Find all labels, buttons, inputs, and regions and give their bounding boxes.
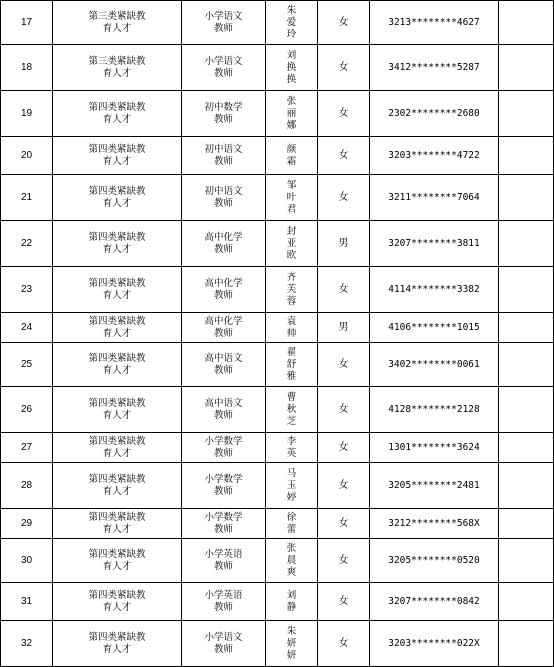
position-cell: 高中语文 教师 xyxy=(182,387,266,433)
remark-cell xyxy=(499,1,554,45)
remark-cell xyxy=(499,91,554,137)
id-number-cell: 3207********0842 xyxy=(370,583,499,621)
row-number: 24 xyxy=(1,313,53,343)
row-number: 28 xyxy=(1,463,53,509)
position-cell: 小学数学 教师 xyxy=(182,463,266,509)
row-number: 17 xyxy=(1,1,53,45)
position-cell: 高中化学 教师 xyxy=(182,313,266,343)
position-cell: 初中数学 教师 xyxy=(182,91,266,137)
table-row xyxy=(1,1,554,45)
remark-cell xyxy=(499,343,554,387)
name-cell: 张 晨 爽 xyxy=(266,539,318,583)
position-cell: 初中语文 教师 xyxy=(182,137,266,175)
remark-cell xyxy=(499,387,554,433)
position-cell: 小学英语 教师 xyxy=(182,583,266,621)
category-cell: 第四类紧缺教 育人才 xyxy=(53,175,182,221)
gender-cell: 女 xyxy=(318,583,370,621)
row-number: 32 xyxy=(1,621,53,667)
name-cell: 朱 妍 妍 xyxy=(266,621,318,667)
id-number-cell: 3211********7064 xyxy=(370,175,499,221)
remark-cell xyxy=(499,621,554,667)
name-cell: 曹 秋 芝 xyxy=(266,387,318,433)
row-number: 27 xyxy=(1,433,53,463)
table-row xyxy=(1,221,554,267)
gender-cell: 女 xyxy=(318,137,370,175)
remark-cell xyxy=(499,463,554,509)
table-row xyxy=(1,583,554,621)
id-number-cell: 3205********0520 xyxy=(370,539,499,583)
remark-cell xyxy=(499,45,554,91)
name-cell: 齐 芙 蓉 xyxy=(266,267,318,313)
name-cell: 封 亚 欧 xyxy=(266,221,318,267)
category-cell: 第四类紧缺教 育人才 xyxy=(53,343,182,387)
row-number: 26 xyxy=(1,387,53,433)
remark-cell xyxy=(499,267,554,313)
remark-cell xyxy=(499,221,554,267)
gender-cell: 女 xyxy=(318,45,370,91)
category-cell: 第四类紧缺教 育人才 xyxy=(53,267,182,313)
gender-cell: 男 xyxy=(318,221,370,267)
id-number-cell: 3212********568X xyxy=(370,509,499,539)
gender-cell: 女 xyxy=(318,267,370,313)
category-cell: 第三类紧缺教 育人才 xyxy=(53,1,182,45)
table-row xyxy=(1,267,554,313)
name-cell: 刘 换 换 xyxy=(266,45,318,91)
gender-cell: 女 xyxy=(318,387,370,433)
category-cell: 第四类紧缺教 育人才 xyxy=(53,509,182,539)
remark-cell xyxy=(499,583,554,621)
position-cell: 小学语文 教师 xyxy=(182,1,266,45)
name-cell: 朱 爱 玲 xyxy=(266,1,318,45)
row-number: 18 xyxy=(1,45,53,91)
id-number-cell: 3412********5287 xyxy=(370,45,499,91)
category-cell: 第四类紧缺教 育人才 xyxy=(53,433,182,463)
category-cell: 第四类紧缺教 育人才 xyxy=(53,621,182,667)
row-number: 22 xyxy=(1,221,53,267)
category-cell: 第四类紧缺教 育人才 xyxy=(53,137,182,175)
id-number-cell: 3207********3811 xyxy=(370,221,499,267)
gender-cell: 女 xyxy=(318,1,370,45)
id-number-cell: 4106********1015 xyxy=(370,313,499,343)
gender-cell: 男 xyxy=(318,313,370,343)
gender-cell: 女 xyxy=(318,433,370,463)
id-number-cell: 3205********2481 xyxy=(370,463,499,509)
category-cell: 第四类紧缺教 育人才 xyxy=(53,91,182,137)
id-number-cell: 3203********022X xyxy=(370,621,499,667)
remark-cell xyxy=(499,313,554,343)
id-number-cell: 2302********2680 xyxy=(370,91,499,137)
table-row xyxy=(1,433,554,463)
category-cell: 第四类紧缺教 育人才 xyxy=(53,583,182,621)
name-cell: 袁 帅 xyxy=(266,313,318,343)
id-number-cell: 4114********3382 xyxy=(370,267,499,313)
position-cell: 小学数学 教师 xyxy=(182,433,266,463)
position-cell: 小学语文 教师 xyxy=(182,45,266,91)
category-cell: 第四类紧缺教 育人才 xyxy=(53,313,182,343)
name-cell: 刘 静 xyxy=(266,583,318,621)
remark-cell xyxy=(499,509,554,539)
row-number: 30 xyxy=(1,539,53,583)
table-row xyxy=(1,509,554,539)
remark-cell xyxy=(499,539,554,583)
name-cell: 马 玉 婷 xyxy=(266,463,318,509)
gender-cell: 女 xyxy=(318,343,370,387)
category-cell: 第四类紧缺教 育人才 xyxy=(53,387,182,433)
row-number: 29 xyxy=(1,509,53,539)
position-cell: 高中化学 教师 xyxy=(182,221,266,267)
gender-cell: 女 xyxy=(318,509,370,539)
id-number-cell: 3203********4722 xyxy=(370,137,499,175)
id-number-cell: 3402********0061 xyxy=(370,343,499,387)
table-row xyxy=(1,463,554,509)
remark-cell xyxy=(499,137,554,175)
name-cell: 翟 舒 雅 xyxy=(266,343,318,387)
name-cell: 徐 蕾 xyxy=(266,509,318,539)
table-row xyxy=(1,387,554,433)
row-number: 19 xyxy=(1,91,53,137)
table-body xyxy=(1,1,554,667)
table-row xyxy=(1,91,554,137)
position-cell: 小学数学 教师 xyxy=(182,509,266,539)
table-row xyxy=(1,343,554,387)
category-cell: 第四类紧缺教 育人才 xyxy=(53,539,182,583)
remark-cell xyxy=(499,175,554,221)
position-cell: 小学语文 教师 xyxy=(182,621,266,667)
category-cell: 第三类紧缺教 育人才 xyxy=(53,45,182,91)
table-row xyxy=(1,621,554,667)
gender-cell: 女 xyxy=(318,463,370,509)
table-row xyxy=(1,45,554,91)
position-cell: 高中化学 教师 xyxy=(182,267,266,313)
name-cell: 邹 叶 君 xyxy=(266,175,318,221)
name-cell: 李 英 xyxy=(266,433,318,463)
gender-cell: 女 xyxy=(318,91,370,137)
id-number-cell: 1301********3624 xyxy=(370,433,499,463)
row-number: 20 xyxy=(1,137,53,175)
category-cell: 第四类紧缺教 育人才 xyxy=(53,463,182,509)
row-number: 25 xyxy=(1,343,53,387)
gender-cell: 女 xyxy=(318,539,370,583)
gender-cell: 女 xyxy=(318,621,370,667)
id-number-cell: 4128********2128 xyxy=(370,387,499,433)
gender-cell: 女 xyxy=(318,175,370,221)
position-cell: 初中语文 教师 xyxy=(182,175,266,221)
position-cell: 高中语文 教师 xyxy=(182,343,266,387)
row-number: 21 xyxy=(1,175,53,221)
table-row xyxy=(1,313,554,343)
id-number-cell: 3213********4627 xyxy=(370,1,499,45)
table-row xyxy=(1,137,554,175)
remark-cell xyxy=(499,433,554,463)
row-number: 31 xyxy=(1,583,53,621)
name-cell: 张 丽 娜 xyxy=(266,91,318,137)
table-row xyxy=(1,539,554,583)
position-cell: 小学英语 教师 xyxy=(182,539,266,583)
table-row xyxy=(1,175,554,221)
row-number: 23 xyxy=(1,267,53,313)
name-cell: 颜 霜 xyxy=(266,137,318,175)
category-cell: 第四类紧缺教 育人才 xyxy=(53,221,182,267)
